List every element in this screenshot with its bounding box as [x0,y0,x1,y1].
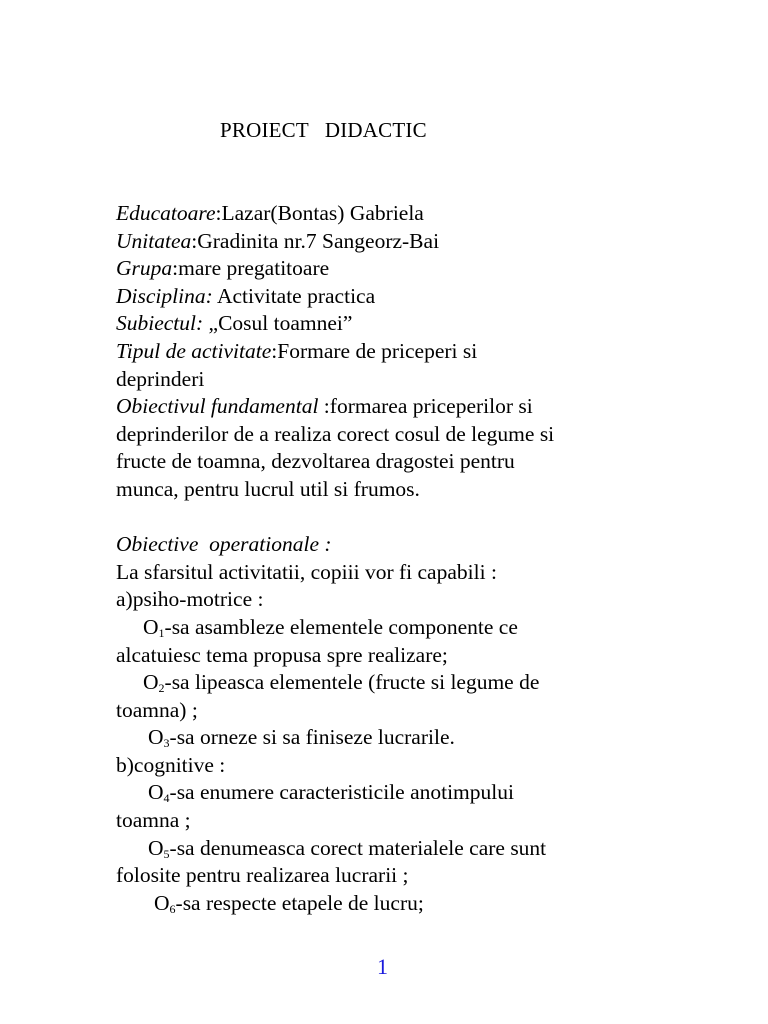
objective-text: -sa enumere caracteristicile anotimpului [169,780,514,805]
objective-item [116,835,716,863]
obiective-heading: Obiective operationale : [116,532,332,557]
objective-item [116,669,716,697]
objective-letter: O [148,725,164,750]
objective-continuation: folosite pentru realizarea lucrarii ; [116,863,409,888]
field-value: „Cosul toamnei” [208,311,353,336]
objective-text: -sa orneze si sa finiseze lucrarile. [169,725,455,750]
field-separator: : [191,228,198,253]
document-body [116,200,716,917]
document-title: PROIECT DIDACTIC [220,118,427,142]
field-separator: : [172,256,179,281]
objective-item [116,724,716,752]
obiectiv-fundamental-cont: munca, pentru lucrul util si frumos. [116,476,420,501]
field-value: mare pregatitoare [178,256,330,281]
field-tipul-activitate [116,338,716,366]
objective-continuation: toamna) ; [116,697,198,722]
field-label: Obiectivul fundamental [116,394,319,419]
objective-letter: O [143,670,159,695]
page-number: 1 [377,954,388,979]
objective-index: 6 [169,901,176,916]
objective-index: 2 [158,681,165,696]
objective-item [116,779,716,807]
field-value: Activitate practica [216,283,376,308]
obiectiv-fundamental-cont: deprinderilor de a realiza corect cosul de legume si [116,421,555,446]
field-grupa [116,255,716,283]
field-separator: : [215,201,222,225]
objective-letter: O [148,835,164,860]
objective-index: 4 [163,791,170,806]
objective-text: -sa denumeasca corect materialele care sunt [169,835,547,860]
objective-text: -sa asambleze elementele componente ce [164,614,518,639]
objective-item [116,890,716,918]
field-label: Tipul de activitate [116,338,272,363]
obiective-intro: La sfarsitul activitatii, copiii vor fi capabili : [116,559,497,584]
field-label: Educatoare [116,201,216,225]
objective-index: 1 [158,625,165,640]
field-label: Unitatea [116,228,192,253]
objective-letter: O [148,780,164,805]
objective-text: -sa lipeasca elementele (fructe si legume de [164,670,540,695]
objective-continuation: toamna ; [116,808,191,833]
objective-continuation: alcatuiesc tema propusa spre realizare; [116,642,448,667]
field-separator: : [318,394,330,419]
obiectiv-fundamental-cont: fructe de toamna, dezvoltarea dragostei pentru [116,449,515,474]
field-tipul-activitate-cont: deprinderi [116,366,205,391]
objective-item [116,614,716,642]
field-disciplina [116,283,716,311]
field-value: formarea priceperilor si [329,394,533,419]
objective-letter: O [143,614,159,639]
field-value: Gradinita nr.7 Sangeorz-Bai [197,228,440,253]
objective-text: -sa respecte etapele de lucru; [175,890,424,915]
objective-index: 3 [163,736,170,751]
objective-letter: O [154,890,170,915]
field-unitatea [116,228,716,256]
field-obiectiv-fundamental [116,393,716,421]
field-label: Subiectul: [116,311,204,336]
section-cognitive: b)cognitive : [116,752,226,777]
field-value: Lazar(Bontas) Gabriela [221,201,424,225]
field-separator: : [271,338,278,363]
field-value: Formare de priceperi si [277,338,478,363]
field-educatoare [116,200,716,228]
objective-index: 5 [163,846,170,861]
field-subiectul [116,310,716,338]
blank-line [116,504,716,532]
section-psiho-motrice: a)psiho-motrice : [116,587,264,612]
field-label: Disciplina: [116,283,213,308]
field-label: Grupa [116,256,173,281]
